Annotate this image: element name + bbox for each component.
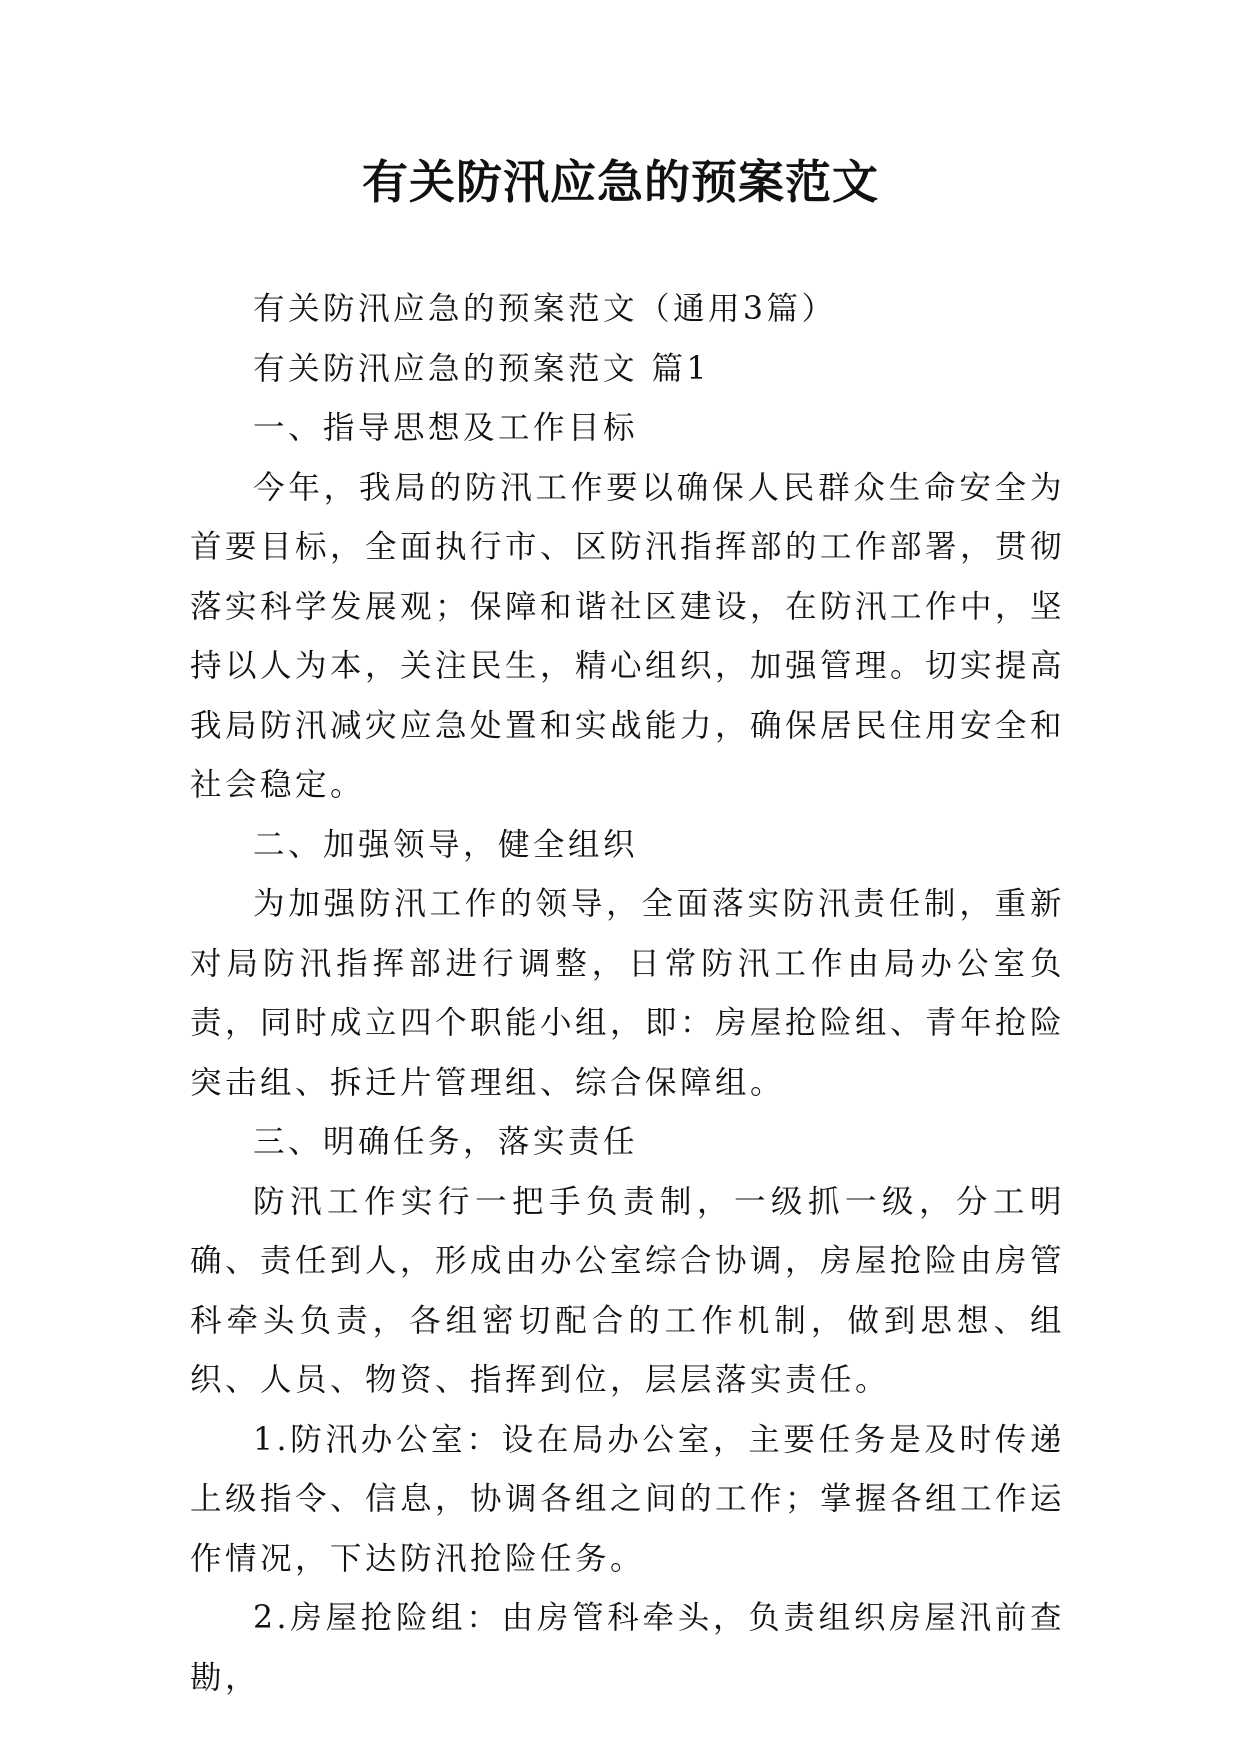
section-heading-1: 一、指导思想及工作目标 — [253, 410, 639, 446]
document-title: 有关防汛应急的预案范文 — [362, 155, 879, 209]
section-heading-3: 三、明确任务，落实责任 — [253, 1124, 639, 1160]
paragraph-objectives: 今年，我局的防汛工作要以确保人民群众生命安全为首要目标，全面执行市、区防汛指挥部的工作部署，贯彻落实科学发展观；保障和谐社区建设，在防汛工作中，坚持以人为本，关注民生，精心组织，加强管理。切实提高我局防汛减灾应急处置和实战能力，确保居民住用安全和社会稳定。 — [190, 469, 1066, 803]
paragraph-responsibility: 防汛工作实行一把手负责制，一级抓一级，分工明确、责任到人，形成由办公室综合协调，房屋抢险由房管科牵头负责，各组密切配合的工作机制，做到思想、组织、人员、物资、指挥到位，层层落实责任。 — [190, 1183, 1066, 1398]
paragraph-article-heading: 有关防汛应急的预案范文 篇1 — [253, 350, 711, 387]
section-heading-2: 二、加强领导，健全组织 — [253, 826, 639, 863]
list-item-1: 1.防汛办公室：设在局办公室，主要任务是及时传递上级指令、信息，协调各组之间的工作；掌握各组工作运作情况，下达防汛抢险任务。 — [190, 1421, 1066, 1577]
document-body — [190, 280, 1065, 1708]
paragraph-organization: 为加强防汛工作的领导，全面落实防汛责任制，重新对局防汛指挥部进行调整，日常防汛工作由局办公室负责，同时成立四个职能小组，即：房屋抢险组、青年抢险突击组、拆迁片管理组、综合保障组。 — [190, 886, 1066, 1101]
list-item-2: 2.房屋抢险组：由房管科牵头，负责组织房屋汛前查勘， — [190, 1600, 1065, 1696]
paragraph-intro: 有关防汛应急的预案范文（通用3篇） — [253, 291, 837, 327]
